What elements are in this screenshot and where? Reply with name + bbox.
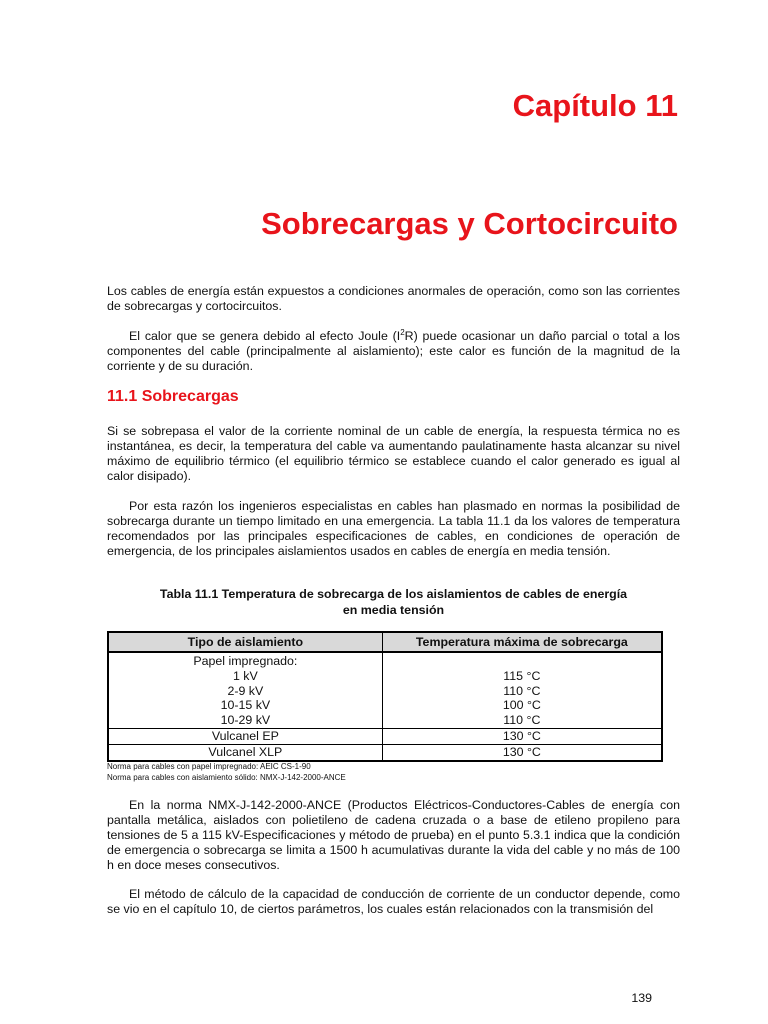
table-cell-temp — [382, 652, 662, 728]
type-vulcanel-ep: Vulcanel EP — [108, 728, 382, 744]
header-insulation-type: Tipo de aislamiento — [108, 632, 382, 652]
section-paragraph-1 — [107, 424, 680, 484]
type-10-15kv: 10-15 kV — [220, 698, 271, 713]
after-text-2: El método de cálculo de la capacidad de conducción de corriente de un conductor depende, como se vio en el capítulo 10, de ciertos parámetros, los cuales están relacionados con la transmisión del — [107, 887, 680, 916]
section-text-1: Si se sobrepasa el valor de la corriente nominal de un cable de energía, la respuesta térmica no es instantánea, es decir, la temperatura del cable va aumentando paulatinamente hasta alcanzar su nivel máximo de equilibrio térmico (el equilibrio térmico se establece cuando el calor generado es igual al calor disipado). — [107, 424, 680, 483]
table-caption — [107, 587, 680, 618]
section-heading: 11.1 Sobrecargas — [107, 388, 239, 405]
intro-text-2-a: El calor que se genera debido al efecto Joule (I — [129, 329, 401, 343]
intro-text-2-b: R) puede ocasionar un daño parcial o total a los componentes del cable (principalmente al aislamiento); este calor es función de la magnitud de la corriente y de su duración. — [107, 329, 680, 373]
after-paragraph-2 — [107, 887, 680, 917]
table-header-row — [108, 632, 662, 652]
section-paragraph-2 — [107, 499, 680, 559]
overload-temperature-table — [107, 631, 663, 762]
table-caption-line-1: Tabla 11.1 Temperatura de sobrecarga de los aislamientos de cables de energía — [159, 587, 628, 601]
chapter-title: Sobrecargas y Cortocircuito — [261, 206, 678, 241]
after-paragraph-1 — [107, 798, 680, 873]
table-row — [108, 728, 662, 744]
temp-10-15kv: 100 °C — [502, 698, 541, 713]
intro-text-2 — [107, 329, 680, 374]
section-text-2: Por esta razón los ingenieros especialistas en cables han plasmado en normas la posibilidad de sobrecarga durante un tiempo limitado en una emergencia. La tabla 11.1 da los valores de temperatura recomendados por las principales especificaciones de cables, en condiciones de operación de emergencia, de los principales aislamientos usados en cables de energía en media tensión. — [107, 499, 680, 558]
table-row — [108, 652, 662, 728]
after-text-1: En la norma NMX-J-142-2000-ANCE (Productos Eléctricos-Conductores-Cables de energía con pantalla metálica, aislados con polietileno de cadena cruzada o a base de etileno propileno para tensiones de 5 a 115 kV-Especificaciones y método de prueba) en el punto 5.3.1 indica que la condición de emergencia o sobrecarga se limita a 1500 h acumulativas durante la vida del cable y no más de 100 h en doce meses consecutivos. — [107, 798, 680, 872]
group-label: Papel impregnado: — [193, 654, 298, 668]
superscript: 2 — [400, 327, 405, 337]
type-2-9kv: 2-9 kV — [227, 683, 264, 698]
temp-vulcanel-ep: 130 °C — [382, 728, 662, 744]
table-caption-line-2: en media tensión — [342, 602, 445, 617]
intro-text-1: Los cables de energía están expuestos a condiciones anormales de operación, como son las corrientes de sobrecargas y cortocircuitos. — [107, 284, 680, 313]
type-10-29kv: 10-29 kV — [220, 713, 271, 728]
temp-2-9kv: 110 °C — [503, 683, 541, 698]
temp-10-29kv: 110 °C — [503, 713, 541, 728]
table-notes — [107, 762, 346, 783]
temp-vulcanel-xlp: 130 °C — [382, 744, 662, 760]
page-number: 139 — [631, 991, 652, 1005]
table-cell-type — [108, 652, 382, 728]
type-1kv: 1 kV — [232, 668, 258, 683]
intro-paragraph-1 — [107, 284, 680, 314]
chapter-heading: Capítulo 11 — [512, 88, 678, 123]
table-note-2: Norma para cables con aislamiento sólido: NMX-J-142-2000-ANCE — [107, 772, 346, 782]
blank-spacer — [385, 654, 659, 669]
type-vulcanel-xlp: Vulcanel XLP — [108, 744, 382, 760]
table-row — [108, 744, 662, 760]
table-note-1: Norma para cables con papel impregnado: AEIC CS-1-90 — [107, 762, 311, 771]
temp-1kv: 115 °C — [503, 668, 541, 683]
intro-paragraph-2 — [107, 329, 680, 374]
header-max-temperature: Temperatura máxima de sobrecarga — [382, 632, 662, 652]
